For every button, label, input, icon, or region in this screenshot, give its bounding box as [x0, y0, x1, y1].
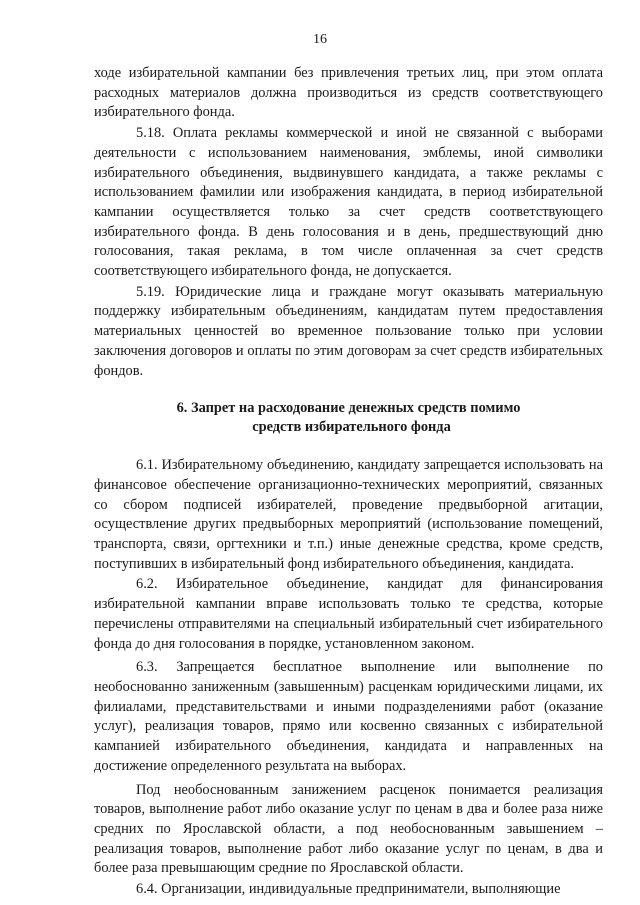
paragraph-5-18: 5.18. Оплата рекламы коммерческой и иной не связанной с выборами деятельности с использованием наименования, эмблемы, иной символики избирательного объединения, выдвинувшего кандидата, а также рекламы с использованием фамилии или изображения кандидата, в период избирательной кампании осуществляется только за счет средств соответствующего избирательного фонда. В день голосования и в день, предшествующий дню голосования, такая реклама, в том числе оплаченная за счет средств соответствующего избирательного фонда, не допускается.: [94, 125, 603, 280]
paragraph-6-2: 6.2. Избирательное объединение, кандидат для финансирования избирательной кампании вправе использовать только те средства, которые перечислены отправителями на специальный избирательный счет избирательного фонда до дня голосования в порядке, установленном законом.: [94, 576, 603, 652]
paragraph-6-4: 6.4. Организации, индивидуальные предприниматели, выполняющие: [136, 881, 561, 898]
paragraph-5-19: 5.19. Юридические лица и граждане могут оказывать материальную поддержку избирательным объединениям, кандидатам путем предоставления материальных ценностей во временное пользование только при условии заключения договоров и оплаты по этим договорам за счет средств избирательных фондов.: [94, 283, 603, 379]
paragraph-definition: Под необоснованным занижением расценок понимается реализация товаров, выполнение работ либо оказание услуг по ценам в два и более раза ниже средних по Ярославской области, а под необоснованным завышением – реализация товаров, выполнение работ либо оказание услуг по ценам, в два и более раза превышающим средние по Ярославской области.: [94, 781, 603, 877]
paragraph-6-1: 6.1. Избирательному объединению, кандидату запрещается использовать на финансовое обеспечение организационно-технических мероприятий, связанных со сбором подписей избирателей, проведение предвыборной агитации, осуществление других предвыборных мероприятий (использование помещений, транспорта, связи, оргтехники и т.п.) иные денежные средства, кроме средств, поступивших в избирательный фонд избирательного объединения, кандидата.: [94, 457, 603, 572]
section-heading-line-2: средств избирательного фонда: [252, 419, 451, 436]
paragraph-continuation: ходе избирательной кампании без привлечения третьих лиц, при этом оплата расходных материалов должна производиться из средств соответствующего избирательного фонда.: [94, 65, 603, 121]
section-heading: [94, 399, 603, 437]
document-body: [94, 64, 603, 900]
paragraph-6-3: 6.3. Запрещается бесплатное выполнение или выполнение по необоснованно заниженным (завышенным) расценкам юридическими лицами, их филиалами, представительствами и иными подразделениями работ (оказание услуг), реализация товаров, прямо или косвенно связанных с избирательной кампанией избирательного объединения, кандидата и направленных на достижение определенного результата на выборах.: [94, 659, 603, 774]
page-number: 16: [313, 32, 327, 47]
section-heading-line-1: 6. Запрет на расходование денежных средств помимо: [176, 400, 521, 417]
